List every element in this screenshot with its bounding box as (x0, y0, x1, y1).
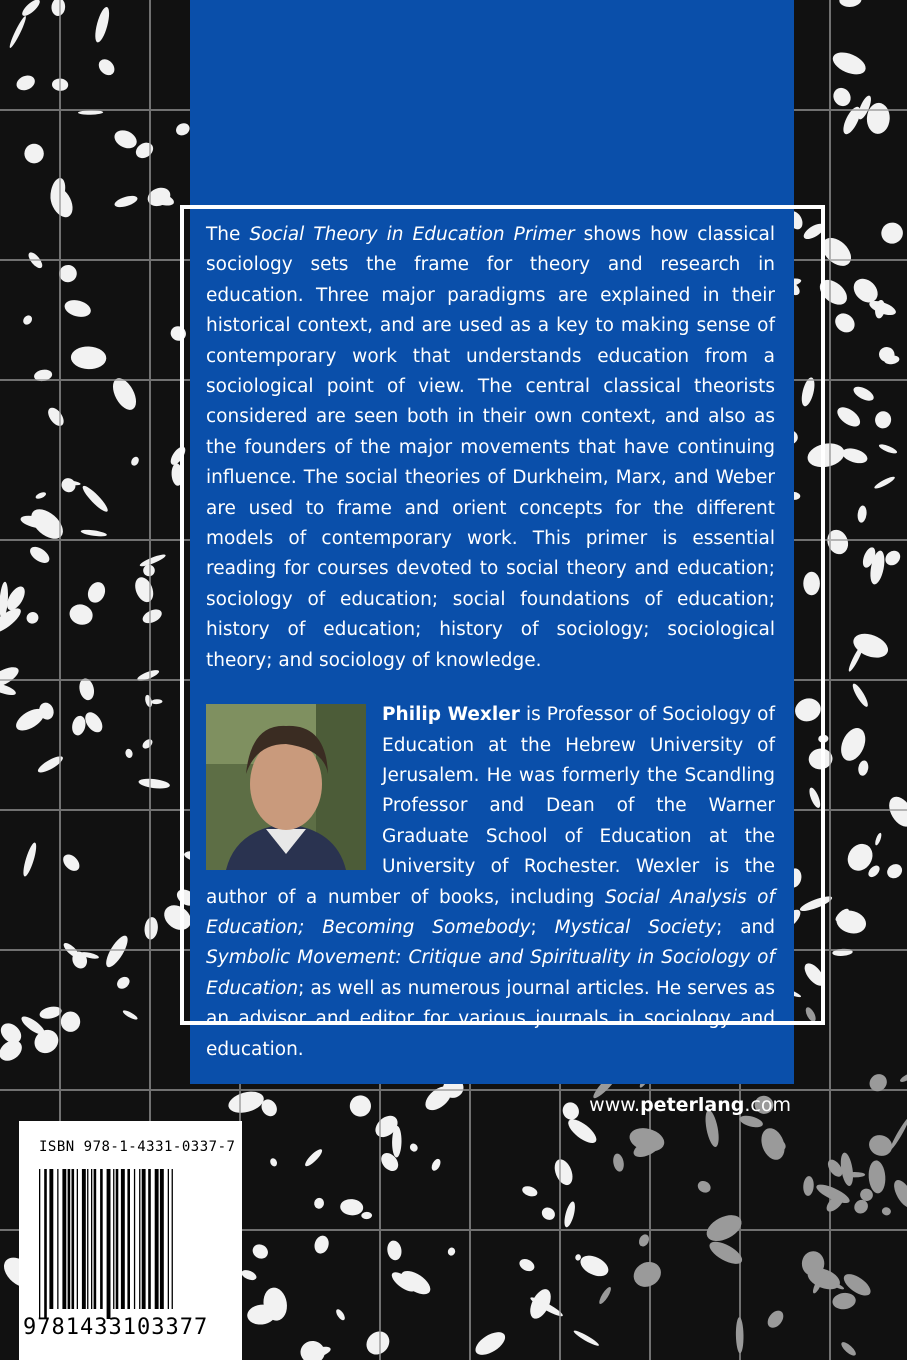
author-photo (206, 704, 366, 870)
blurb-paragraph: The Social Theory in Education Primer shows how classical sociology sets the frame for theory and research in education. Three major paradigms are explained in their historical context, and are used as a key to making sense of contemporary work that understands education from a sociological point of view. The central classical theorists considered are seen both in their own context, and also as the founders of the major movements that have continuing influence. The social theories of Durkheim, Marx, and Weber are used to frame and orient concepts for the different models of contemporary work. This primer is essential reading for courses devoted to social theory and education; sociology of education; social foundations of education; history of education; history of sociology; sociological theory; and sociology of knowledge. (206, 224, 775, 671)
isbn-label: ISBN 978-1-4331-0337-7 (39, 1139, 236, 1155)
back-cover-content (206, 220, 775, 1065)
barcode-box (19, 1121, 242, 1360)
barcode-icon (39, 1169, 229, 1319)
author-name: Philip Wexler (382, 704, 520, 726)
book-title: Social Theory in Education Primer (249, 224, 575, 245)
book-title: Mystical Society (554, 916, 717, 938)
barcode-digits: 9781433103377 (23, 1315, 209, 1340)
book-title: Social Analysis of Education; Becoming Somebody (206, 886, 775, 938)
book-title: Symbolic Movement: Critique and Spirituality in Sociology of Education (206, 947, 775, 999)
publisher-url[interactable]: www.peterlang.com (589, 1094, 791, 1116)
author-bio: Philip Wexler is Professor of Sociology of Education at the Hebrew University of Jerusalem. He was formerly the Scandling Professor and Dean of the Warner Graduate School of Education at the University of Rochester. Wexler is the author of a number of books, including Social Analysis of Education; Becoming Somebody; Mystical Society; and Symbolic Movement: Critique and Spirituality in Sociology of Education; as well as numerous journal articles. He serves as an advisor and editor for various journals in sociology and education. (206, 704, 775, 1060)
